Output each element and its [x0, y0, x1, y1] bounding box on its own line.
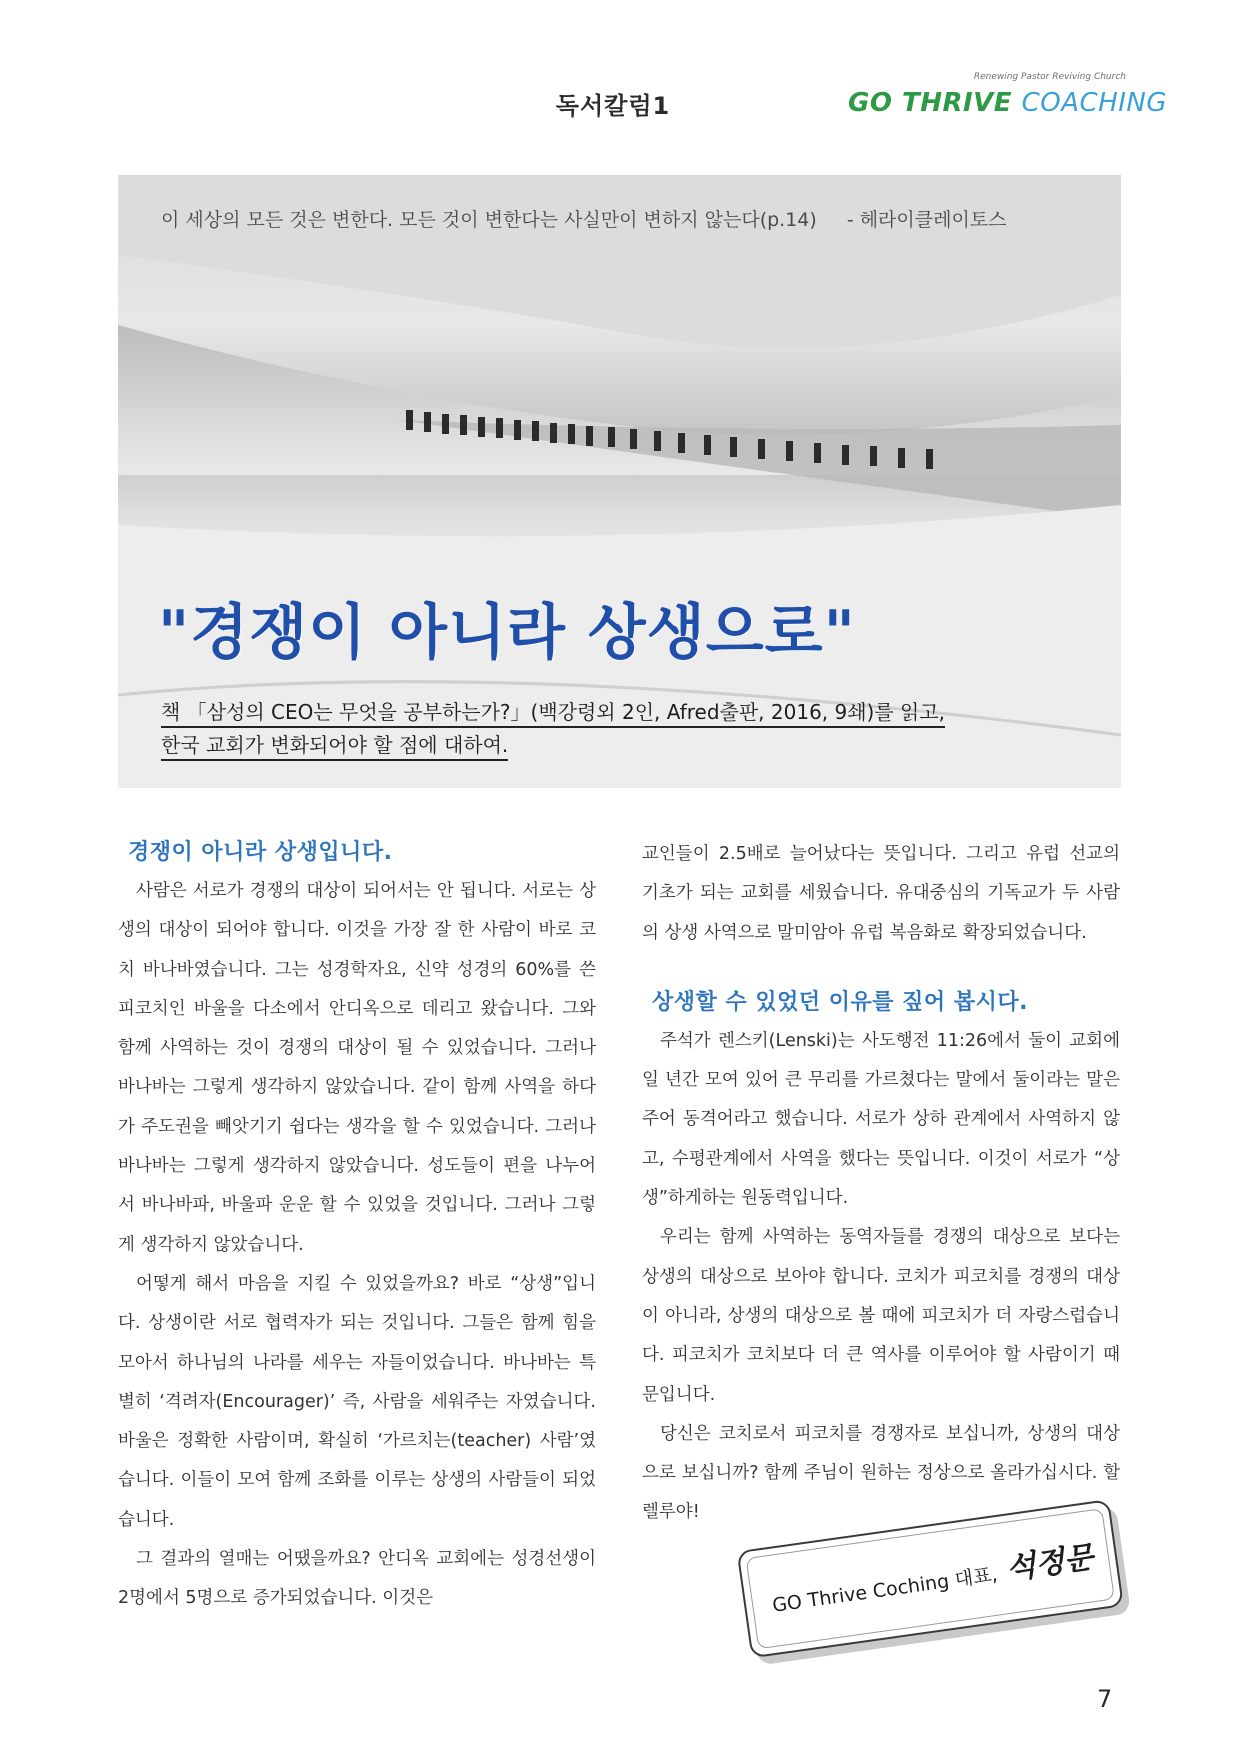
- paragraph-6: 당신은 코치로서 피코치를 경쟁자로 보십니까, 상생의 대상으로 보십니까? 함께 주님이 원하는 정상으로 올라가십시다. 할렐루야!: [642, 1423, 1120, 1523]
- article-title: "경쟁이 아니라 상생으로": [158, 598, 856, 668]
- logo-wordmark: [848, 88, 1167, 118]
- hero-photo: [118, 175, 1121, 788]
- article-subtitle-line2: 한국 교회가 변화되어야 할 점에 대하여.: [161, 729, 508, 761]
- section-label: 독서칼럼1: [555, 92, 671, 120]
- logo-tagline: Renewing Pastor Reviving Church: [973, 72, 1126, 82]
- quote-text: 이 세상의 모든 것은 변한다. 모든 것이 변한다는 사실만이 변하지 않는다(p.14): [161, 209, 817, 231]
- paragraph-2: 어떻게 해서 마음을 지킬 수 있었을까요? 바로 “상생”입니다. 상생이란 서로 협력자가 되는 것입니다. 그들은 함께 힘을 모아서 하나님의 나라를 세우는 자들이었습니다. 바나바는 특별히 ‘격려자(Encourager)’ 즉, 사람을 세워주는 자였습니다. 바울은 정확한 사람이며, 확실히 ‘가르치는(teacher) 사람’였습니다. 이들이 모여 함께 조화를 이루는 상생의 사람들이 되었습니다.: [118, 1273, 596, 1530]
- sky-haze: [118, 175, 1121, 348]
- logo-accent-text: COACHING: [1021, 88, 1168, 118]
- epigraph-quote: [161, 205, 1007, 232]
- article-subtitle-line1: 책 「삼성의 CEO는 무엇을 공부하는가?」(백강령외 2인, Afred출판, 2016, 9쇄)를 읽고,: [161, 696, 945, 728]
- article-column-right: [642, 835, 1120, 1533]
- page-number: 7: [1097, 1685, 1113, 1713]
- article-column-left: [118, 835, 596, 1619]
- brand-logo: [848, 72, 1168, 122]
- logo-main-text: GO THRIVE: [848, 88, 1013, 118]
- paragraph-3-continued: 교인들이 2.5배로 늘어났다는 뜻입니다. 그리고 유럽 선교의 기초가 되는 교회를 세웠습니다. 유대중심의 기독교가 두 사람의 상생 사역으로 말미암아 유럽 복음화로 확장되었습니다.: [642, 844, 1120, 943]
- paragraph-5: 우리는 함께 사역하는 동역자들를 경쟁의 대상으로 보다는 상생의 대상으로 보아야 합니다. 코치가 피코치를 경쟁의 대상이 아니라, 상생의 대상으로 볼 때에 피코치가 더 자랑스럽습니다. 피코치가 코치보다 더 큰 역사를 이루어야 할 사람이기 때문입니다.: [642, 1227, 1120, 1405]
- signature-label: GO Thrive Coching 대표,: [770, 1563, 999, 1617]
- paragraph-4: 주석가 렌스키(Lenski)는 사도행전 11:26에서 둘이 교회에 일 년간 모여 있어 큰 무리를 가르쳤다는 말에서 둘이라는 말은 주어 동격어라고 했습니다. 서로가 상하 관계에서 사역하지 않고, 수평관계에서 사역을 했다는 뜻입니다. 이것이 서로가 “상생”하게하는 원동력입니다.: [642, 1030, 1120, 1209]
- signature-name: 석정문: [1004, 1540, 1096, 1587]
- paragraph-3: 그 결과의 열매는 어땠을까요? 안디옥 교회에는 성경선생이 2명에서 5명으로 증가되었습니다. 이것은: [118, 1549, 596, 1609]
- quote-author: - 헤라이클레이토스: [846, 209, 1007, 231]
- section-heading-2: 상생할 수 있었던 이유를 짚어 봅시다.: [652, 989, 1028, 1015]
- section-heading-1: 경쟁이 아니라 상생입니다.: [128, 840, 393, 865]
- paragraph-1: 사람은 서로가 경쟁의 대상이 되어서는 안 됩니다. 서로는 상생의 대상이 되어야 합니다. 이것을 가장 잘 한 사람이 바로 코치 바나바였습니다. 그는 성경학자요, 신약 성경의 60%를 쓴 피코치인 바울을 다소에서 안디옥으로 데리고 왔습니다. 그와 함께 사역하는 것이 경쟁의 대상이 될 수 있었습니다. 그러나 바나바는 그렇게 생각하지 않았습니다. 같이 함께 사역을 하다가 주도권을 빼앗기기 쉽다는 생각을 할 수 있었습니다. 그러나 바나바는 그렇게 생각하지 않았습니다. 성도들이 편을 나누어서 바나바파, 바울파 운운 할 수 있었을 것입니다. 그러나 그렇게 생각하지 않았습니다.: [118, 881, 596, 1255]
